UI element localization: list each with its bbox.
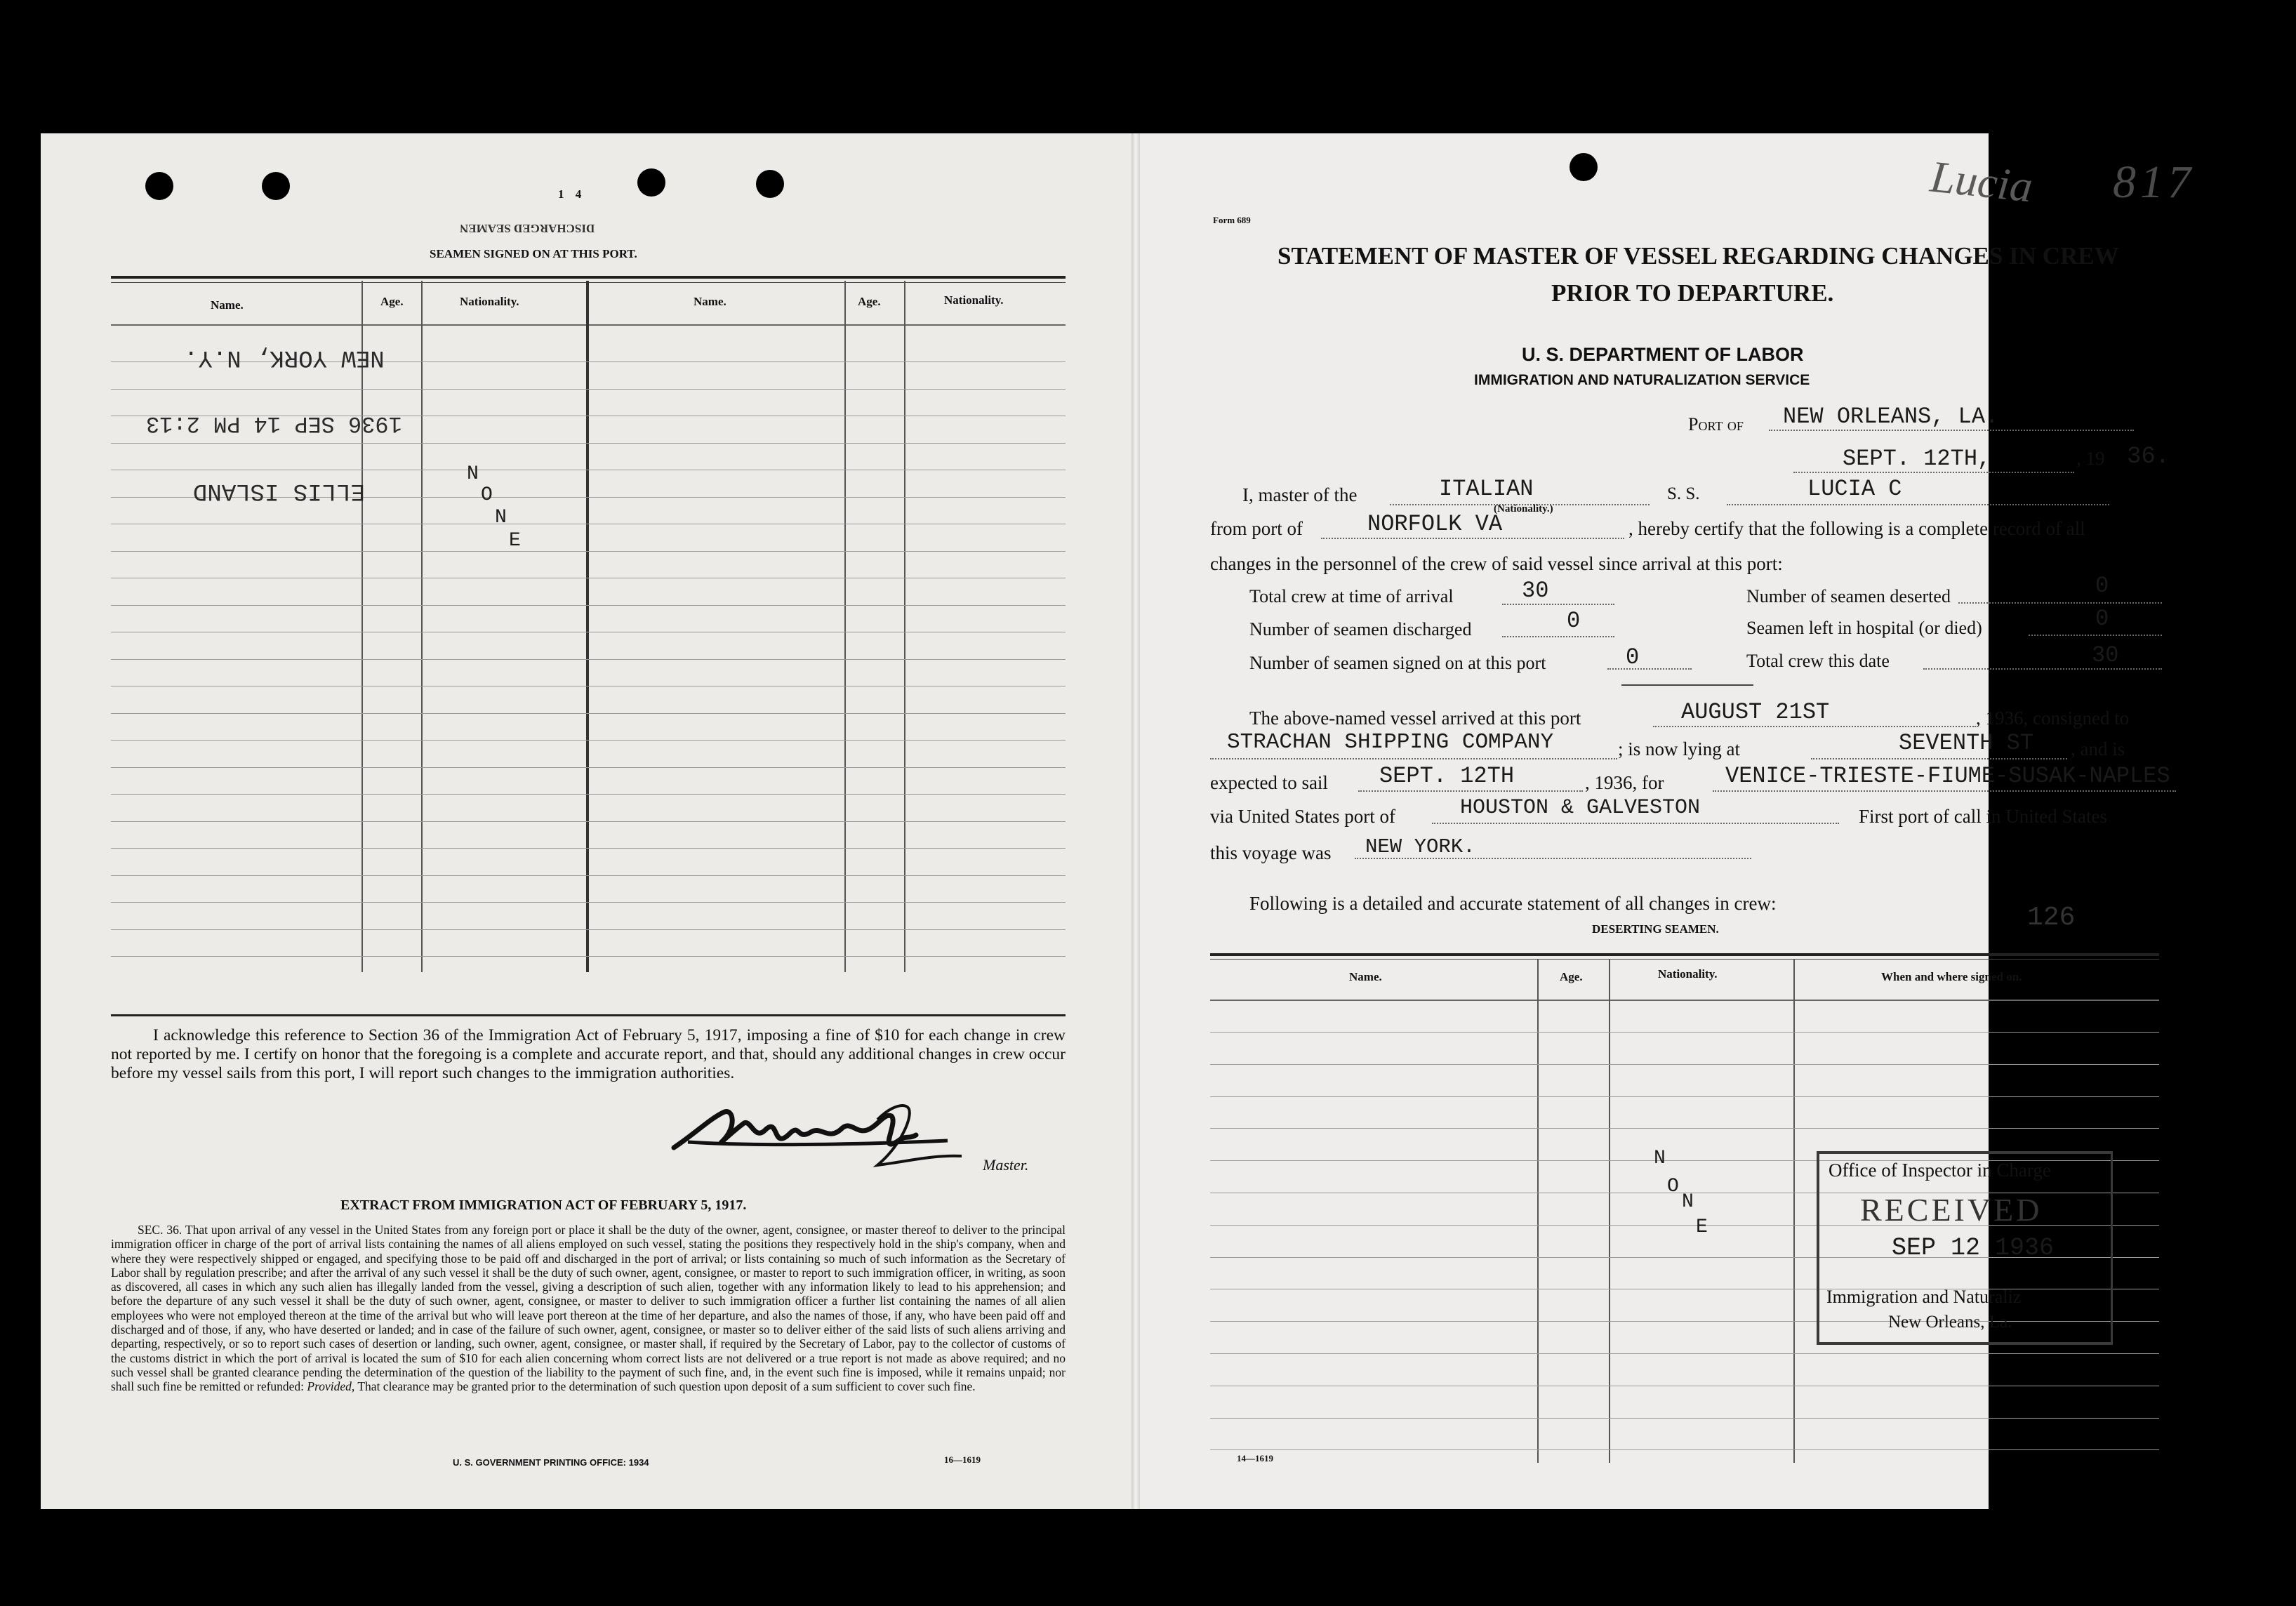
ellis-stamp-line2: 1936 SEP 14 PM 2:13 <box>146 411 402 437</box>
deserting-heading: DESERTING SEAMEN. <box>1592 922 1719 936</box>
received-stamp-line5: New Orleans, La. <box>1888 1313 2012 1332</box>
signed-on-value: 0 <box>1626 644 1640 670</box>
acknowledgement-text: I acknowledge this reference to Section 36 of the Immigration Act of February 5, 1917, imposing a fine of $10 for each change in crew not reported by me. I certify on honor that the foregoing is a complete and accurate report, and that, should any additional changes in crew occur before my vessel sails from this port, I will report such changes to the immigration authorities. <box>111 1026 1066 1082</box>
from-port-value: NORFOLK VA <box>1367 511 1503 537</box>
ruled-line <box>1210 1353 2159 1354</box>
table-top-rule <box>111 276 1066 279</box>
via-value: HOUSTON & GALVESTON <box>1460 796 1701 820</box>
col-age-2: Age. <box>858 295 881 308</box>
punch-hole-icon <box>2076 150 2104 178</box>
none-letter-n2: N <box>495 507 507 529</box>
arrived-label: The above-named vessel arrived at this port <box>1249 708 1581 729</box>
deserted-value: 0 <box>2095 573 2109 599</box>
from-port-label: from port of <box>1210 518 1303 539</box>
right-col-nationality: Nationality. <box>1658 967 1718 981</box>
proviso-text: That clearance may be granted prior to the determination of such question upon deposit of a sum sufficient to cover such fine. <box>357 1379 976 1394</box>
first-port-label: First port of call in United States <box>1859 806 2107 827</box>
right-col-signed-on: When and where signed on. <box>1881 970 2022 983</box>
via-label: via United States port of <box>1210 806 1395 827</box>
ruled-line <box>1210 1418 2159 1419</box>
col-nationality-2: Nationality. <box>944 293 1004 307</box>
title-line-1: STATEMENT OF MASTER OF VESSEL REGARDING CHANGES IN CREW <box>1278 242 2119 270</box>
ruled-line <box>1210 1128 2159 1129</box>
ruled-line <box>111 875 1066 876</box>
port-value: NEW ORLEANS, LA. <box>1783 404 1999 430</box>
none-letter-n: N <box>467 463 479 485</box>
right-none-n2: N <box>1682 1191 1694 1213</box>
discharged-label: Number of seamen discharged <box>1249 619 1472 639</box>
ruled-line <box>111 767 1066 768</box>
printer-line: U. S. GOVERNMENT PRINTING OFFICE: 1934 <box>453 1457 649 1468</box>
right-none-e: E <box>1696 1216 1708 1238</box>
deserted-label: Number of seamen deserted <box>1746 586 1951 606</box>
ellis-stamp-line1: NEW YORK, N.Y. <box>184 344 385 371</box>
ruled-line <box>111 902 1066 903</box>
ruled-line <box>111 659 1066 660</box>
total-crew-arrival-label: Total crew at time of arrival <box>1249 586 1454 606</box>
ruled-line <box>1210 1449 2159 1450</box>
right-form-code: 14—1619 <box>1237 1453 1273 1464</box>
ellis-stamp-line3: ELLIS ISLAND <box>193 477 365 504</box>
vessel-value: LUCIA C <box>1807 476 1902 502</box>
destination: VENICE-TRIESTE-FIUME-SUSAK-NAPLES <box>1725 763 2170 789</box>
received-stamp-line2: RECEIVED <box>1860 1192 2043 1228</box>
nationality-caption: (Nationality.) <box>1494 503 1553 515</box>
none-letter-e: E <box>509 530 521 552</box>
punch-hole-icon <box>145 172 173 200</box>
right-none-o: O <box>1667 1176 1679 1197</box>
year-prefix: , 19 <box>2076 448 2105 469</box>
ruled-line <box>111 956 1066 957</box>
ruled-line <box>111 794 1066 795</box>
arrived-year: , 1936, consigned to <box>1976 708 2130 729</box>
ruled-line <box>1210 1032 2159 1033</box>
proviso-label: Provided, <box>307 1379 355 1394</box>
consignee: STRACHAN SHIPPING COMPANY <box>1227 730 1554 755</box>
received-stamp-date: SEP 12 1936 <box>1892 1234 2055 1262</box>
page-fold <box>1132 133 1140 1509</box>
sail-date: SEPT. 12TH <box>1379 763 1515 789</box>
expected-label: expected to sail <box>1210 772 1328 793</box>
master-signature <box>667 1091 1032 1183</box>
received-stamp-line1: Office of Inspector in Charge <box>1829 1160 2051 1181</box>
first-port-value: NEW YORK. <box>1365 835 1475 858</box>
service: IMMIGRATION AND NATURALIZATION SERVICE <box>1474 372 1810 388</box>
arrived-date: AUGUST 21ST <box>1681 699 1830 725</box>
right-col-name: Name. <box>1349 970 1382 983</box>
hospital-value: 0 <box>2095 606 2109 632</box>
section-label: SEC. 36. <box>138 1223 183 1237</box>
ruled-line <box>111 551 1066 552</box>
punch-hole-icon <box>637 168 665 197</box>
and-is: , and is <box>2071 738 2125 759</box>
ss-label: S. S. <box>1667 484 1700 503</box>
total-today-label: Total crew this date <box>1746 651 1890 671</box>
lying-label: ; is now lying at <box>1618 738 1740 759</box>
col-name-2: Name. <box>694 295 726 308</box>
ruled-line <box>1210 1064 2159 1065</box>
punch-hole-icon <box>756 170 784 198</box>
department: U. S. DEPARTMENT OF LABOR <box>1522 344 1804 365</box>
number-126: 126 <box>2027 903 2076 933</box>
ruled-line <box>111 848 1066 849</box>
form-number: Form 689 <box>1213 215 1251 225</box>
nationality-value: ITALIAN <box>1439 476 1534 502</box>
this-voyage-label: this voyage was <box>1210 842 1332 863</box>
port-label: Port of <box>1688 414 1744 434</box>
handwritten-number: 817 <box>2113 157 2195 208</box>
master-label: Master. <box>983 1156 1029 1174</box>
section-body: That upon arrival of any vessel in the United States from any foreign port or place it shall be the duty of the owner, agent, consignee, or master thereof to deliver to the principal immigration officer in charge of the port of arrival lists containing the names of all aliens employed on such vessel, stating the positions they respectively hold in the ship's company, when and where they were respectively shipped or engaged, and specifying those to be paid off and discharged in the port of arrival; or lists containing so much of such information as the Secretary of Labor shall by regulation prescribe; and after the arrival of any such vessel it shall be the duty of such owner, agent, consignee, or master to report to such immigration officer, in writing, as soon as discovered, all cases in which any such alien has illegally landed from the vessel, giving a description of such alien, together with any information likely to lead to his apprehension; and before the departure of any such vessel it shall be the duty of such owner, agent, consignee, or master to deliver to such immigration officer a further list containing the names of all alien employees who were not employed thereon at the time of the arrival but who will leave port thereon at the time of her departure, and also the names of those, if any, who have been paid off and discharged and of those, if any, who have deserted or landed; and in case of the failure of such owner, agent, consignee, or master so to deliver either of the said lists of such aliens arriving and departing, respectively, or so to report such cases of desertion or landing, such owner, agent, consignee, or master shall, if required by the Secretary of Labor, pay to the collector of customs of the customs district in which the port of arrival is located the sum of $10 for each alien concerning whom correct lists are not delivered or a true report is not made as above required; and no such vessel shall be granted clearance pending the determination of the question of the liability to the payment of such fine, and, in the event such fine is imposed, while it remains unpaid; nor shall such fine be remitted or refunded: <box>111 1223 1066 1394</box>
ruled-line <box>111 929 1066 930</box>
ruled-line <box>111 443 1066 444</box>
discharged-value: 0 <box>1567 608 1581 634</box>
section-36-text <box>111 1223 1066 1394</box>
total-today-value: 30 <box>2092 642 2119 668</box>
ruled-line <box>111 821 1066 822</box>
col-age: Age. <box>380 295 404 308</box>
none-letter-o: O <box>481 484 493 506</box>
year-value: 36. <box>2127 444 2170 470</box>
ruled-line <box>111 740 1066 741</box>
punch-hole-icon <box>262 172 290 200</box>
handwritten-vessel: Lucia <box>1927 151 2036 212</box>
sail-year: , 1936, for <box>1585 772 1664 793</box>
signed-on-heading: SEAMEN SIGNED ON AT THIS PORT. <box>430 247 637 260</box>
changes-text: changes in the personnel of the crew of said vessel since arrival at this port: <box>1210 553 1783 574</box>
punch-hole-icon <box>1570 153 1598 181</box>
right-none-n: N <box>1654 1148 1666 1169</box>
ruled-line <box>111 605 1066 606</box>
title-line-2: PRIOR TO DEPARTURE. <box>1551 279 1834 307</box>
right-col-age: Age. <box>1560 970 1583 983</box>
lying-value: SEVENTH ST <box>1899 730 2034 756</box>
signed-on-label: Number of seamen signed on at this port <box>1249 653 1546 673</box>
discharged-heading-mirrored: DISCHARGED SEAMEN <box>460 222 595 235</box>
total-crew-arrival-value: 30 <box>1522 578 1549 604</box>
following-text: Following is a detailed and accurate statement of all changes in crew: <box>1249 893 1777 914</box>
col-nationality: Nationality. <box>460 295 519 308</box>
page-marks: 1 4 <box>558 187 586 201</box>
date-value: SEPT. 12TH, <box>1843 446 1991 472</box>
left-form-code: 16—1619 <box>944 1454 981 1465</box>
master-of-label: I, master of the <box>1242 484 1358 505</box>
ruled-line <box>111 389 1066 390</box>
extract-heading: EXTRACT FROM IMMIGRATION ACT OF FEBRUARY 5, 1917. <box>340 1197 747 1213</box>
received-stamp-line4: Immigration and Naturaliz <box>1826 1287 2022 1307</box>
hospital-label: Seamen left in hospital (or died) <box>1746 618 1982 638</box>
ruled-line <box>1210 1096 2159 1097</box>
ruled-line <box>111 713 1066 714</box>
col-name: Name. <box>211 298 244 312</box>
certify-text: , hereby certify that the following is a complete record of all <box>1628 518 2085 539</box>
